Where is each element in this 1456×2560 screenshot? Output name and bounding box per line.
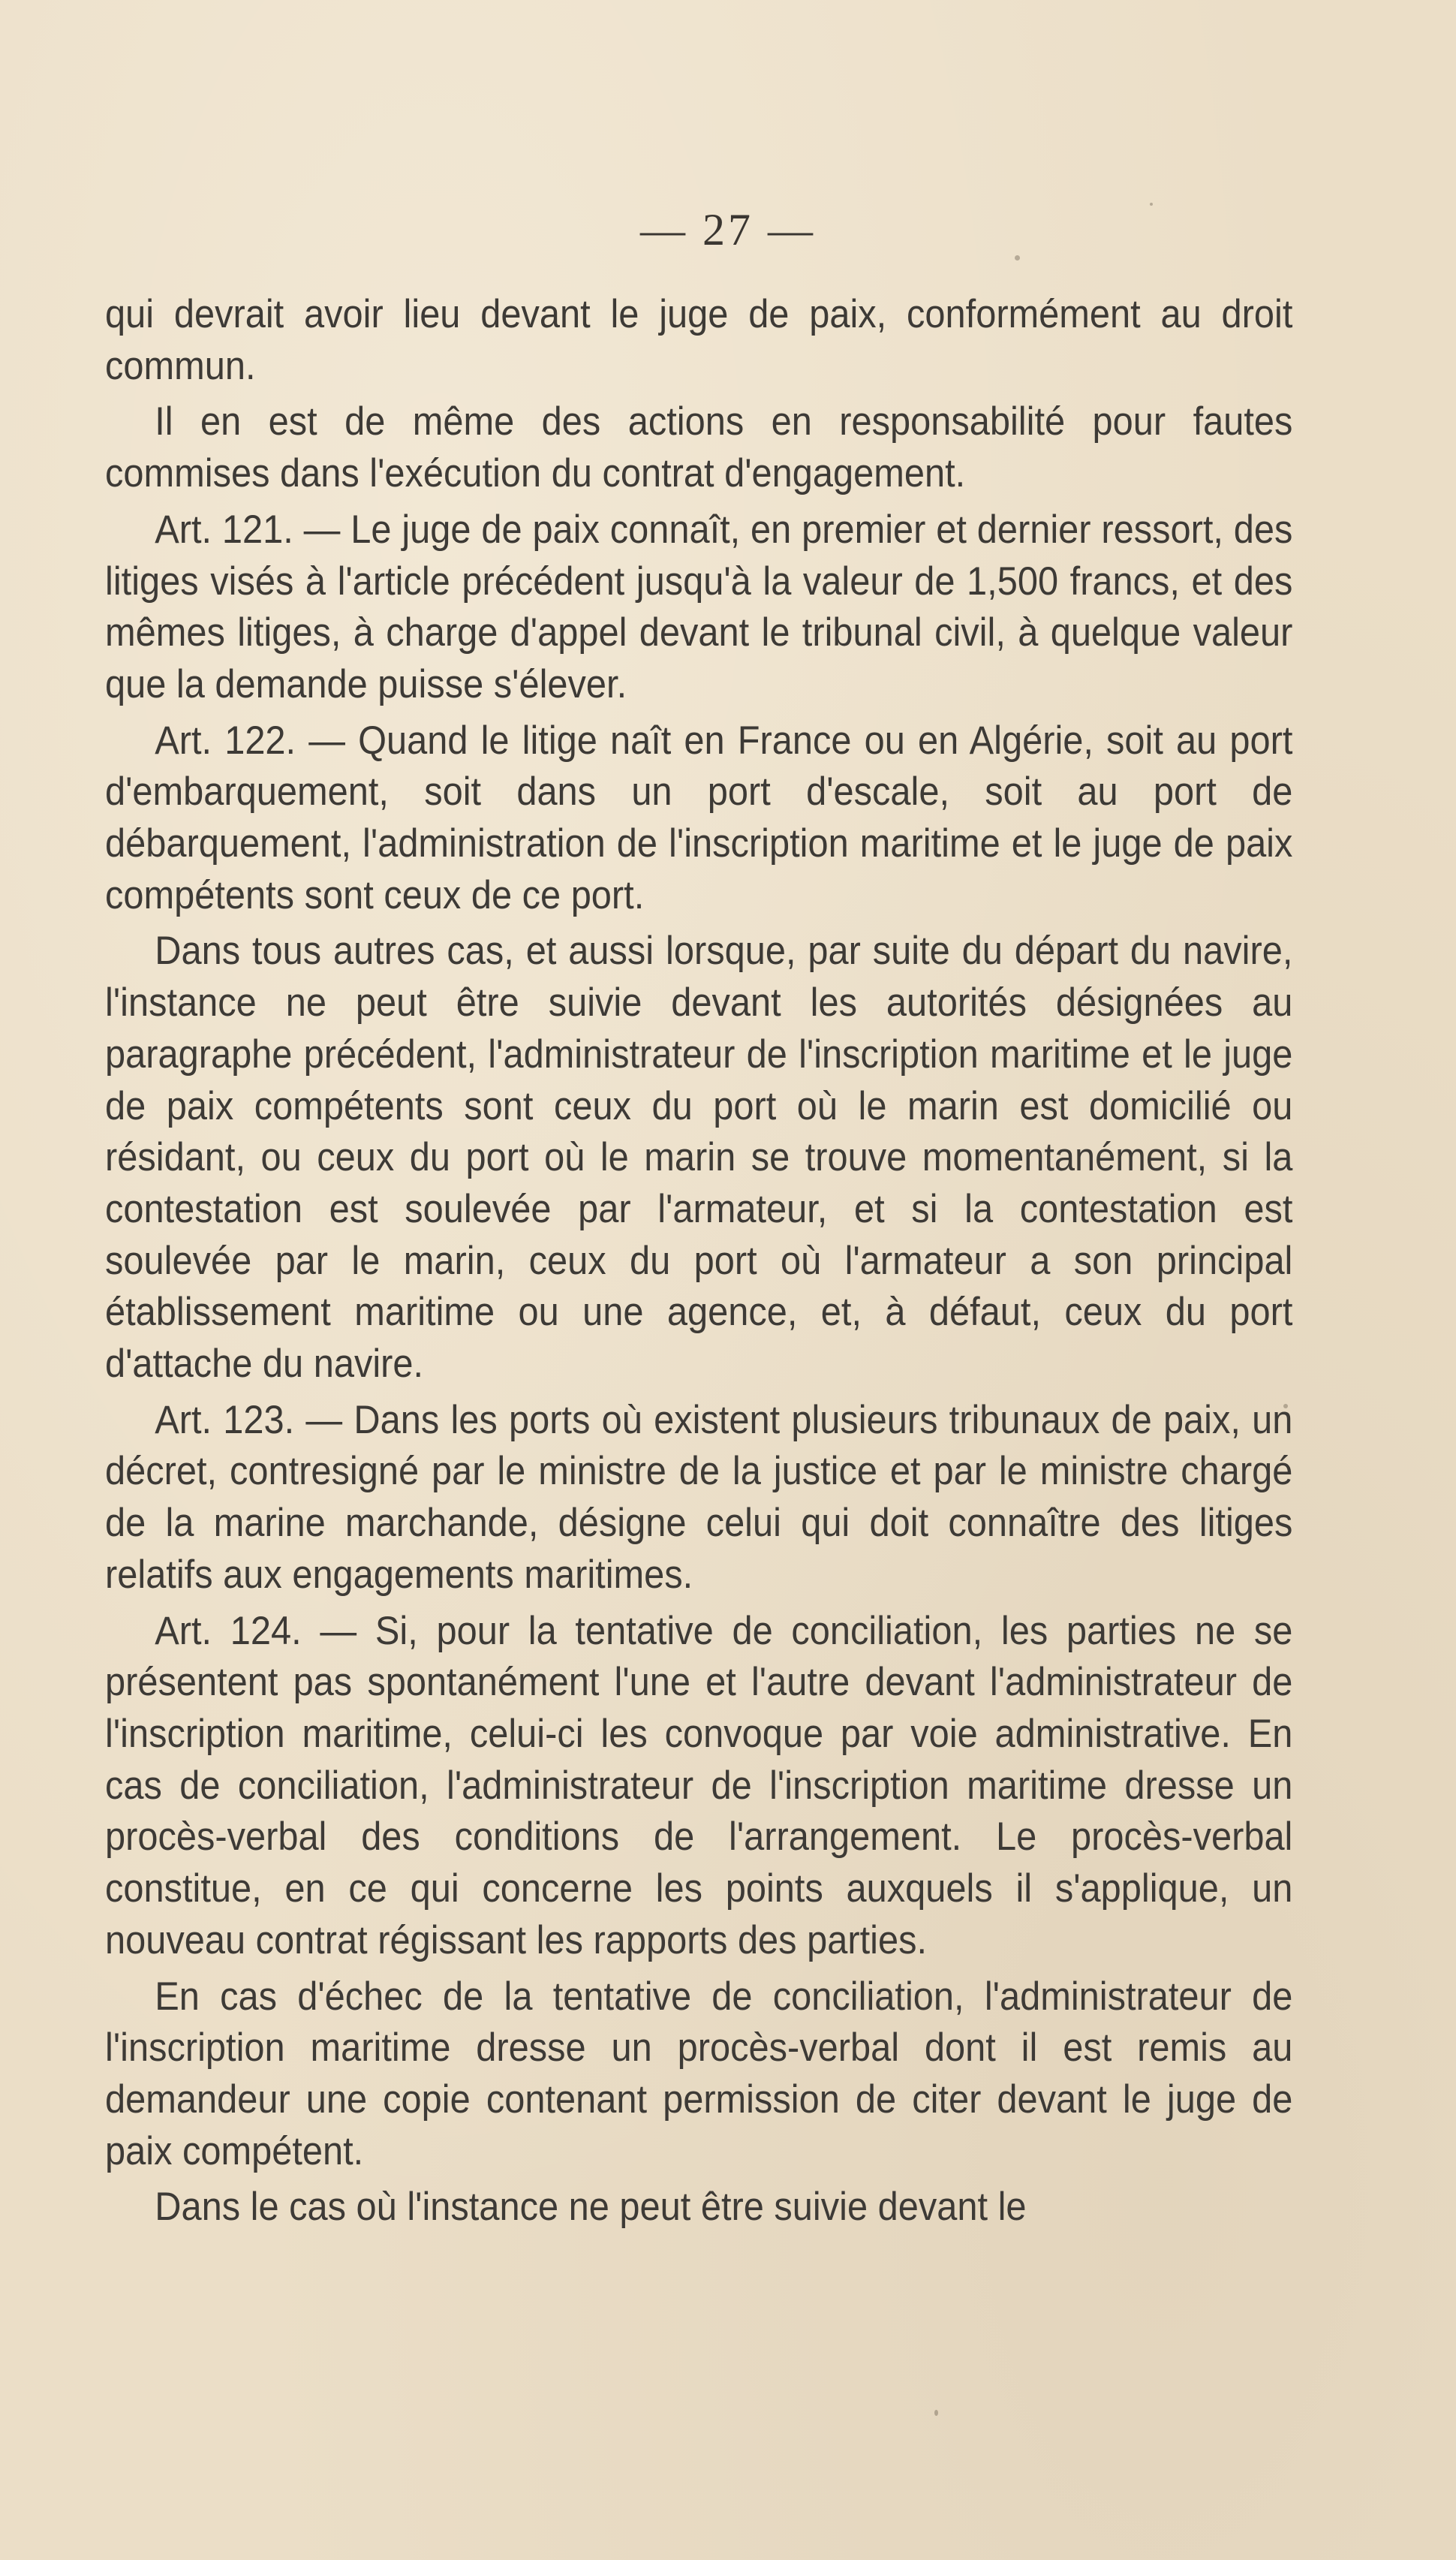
paragraph-responsabilite: Il en est de même des actions en responsabilité pour fautes commises dans l'exécution du contrat d'engagement. — [105, 399, 1293, 496]
paper-speck — [1150, 203, 1153, 206]
article-123: Art. 123. — Dans les ports où existent plusieurs tribunaux de paix, un décret, contresigné par le ministre de la justice et par le ministre chargé de la marine marchande, désigne celui qui doit connaître des litiges relatifs aux engagements maritimes. — [105, 1397, 1293, 1597]
article-122: Art. 122. — Quand le litige naît en France ou en Algérie, soit au port d'embarquement, soit dans un port d'escale, soit au port de débarquement, l'administration de l'inscription maritime et le juge de paix compétents sont ceux de ce port. — [105, 718, 1293, 917]
paragraph-final-fragment: Dans le cas où l'instance ne peut être suivie devant le — [155, 2185, 1027, 2230]
page-number: — 27 — — [640, 205, 816, 254]
paragraph-continuation: qui devrait avoir lieu devant le juge de paix, conformément au droit commun. — [105, 292, 1293, 388]
article-124: Art. 124. — Si, pour la tentative de conciliation, les parties ne se présentent pas spontanément l'une et l'autre devant l'administrateur de l'inscription maritime, celui-ci les convoque par voie administrative. En cas de conciliation, l'administrateur de l'inscription maritime dresse un procès-verbal des conditions de l'arrangement. Le procès-verbal constitue, en ce qui concerne les points auxquels il s'applique, un nouveau contrat régissant les rapports des parties. — [105, 1608, 1293, 1962]
paper-speck — [1283, 1404, 1288, 1408]
paragraph-autres-cas: Dans tous autres cas, et aussi lorsque, par suite du départ du navire, l'instance ne peut être suivie devant les autorités désignées au paragraphe précédent, l'administrateur de l'inscription maritime et le juge de paix compétents sont ceux du port où le marin est domicilié ou résidant, ou ceux du port où le marin se trouve momentanément, si la contestation est soulevée par l'armateur, et si la contestation est soulevée par le marin, ceux du port où l'armateur a son principal établissement maritime ou une agence, et, à défaut, ceux du port d'attache du navire. — [105, 929, 1293, 1387]
body-text — [105, 289, 1292, 2233]
paper-speck — [1015, 255, 1020, 261]
paragraph-echec-conciliation: En cas d'échec de la tentative de conciliation, l'administrateur de l'inscription maritime dresse un procès-verbal dont il est remis au demandeur une copie contenant permission de citer devant le juge de paix compétent. — [105, 1974, 1293, 2173]
article-121: Art. 121. — Le juge de paix connaît, en premier et dernier ressort, des litiges visés à l'article précédent jusqu'à la valeur de 1,500 francs, et des mêmes litiges, à charge d'appel devant le tribunal civil, à quelque valeur que la demande puisse s'élever. — [105, 507, 1293, 706]
paper-speck — [934, 2410, 938, 2416]
